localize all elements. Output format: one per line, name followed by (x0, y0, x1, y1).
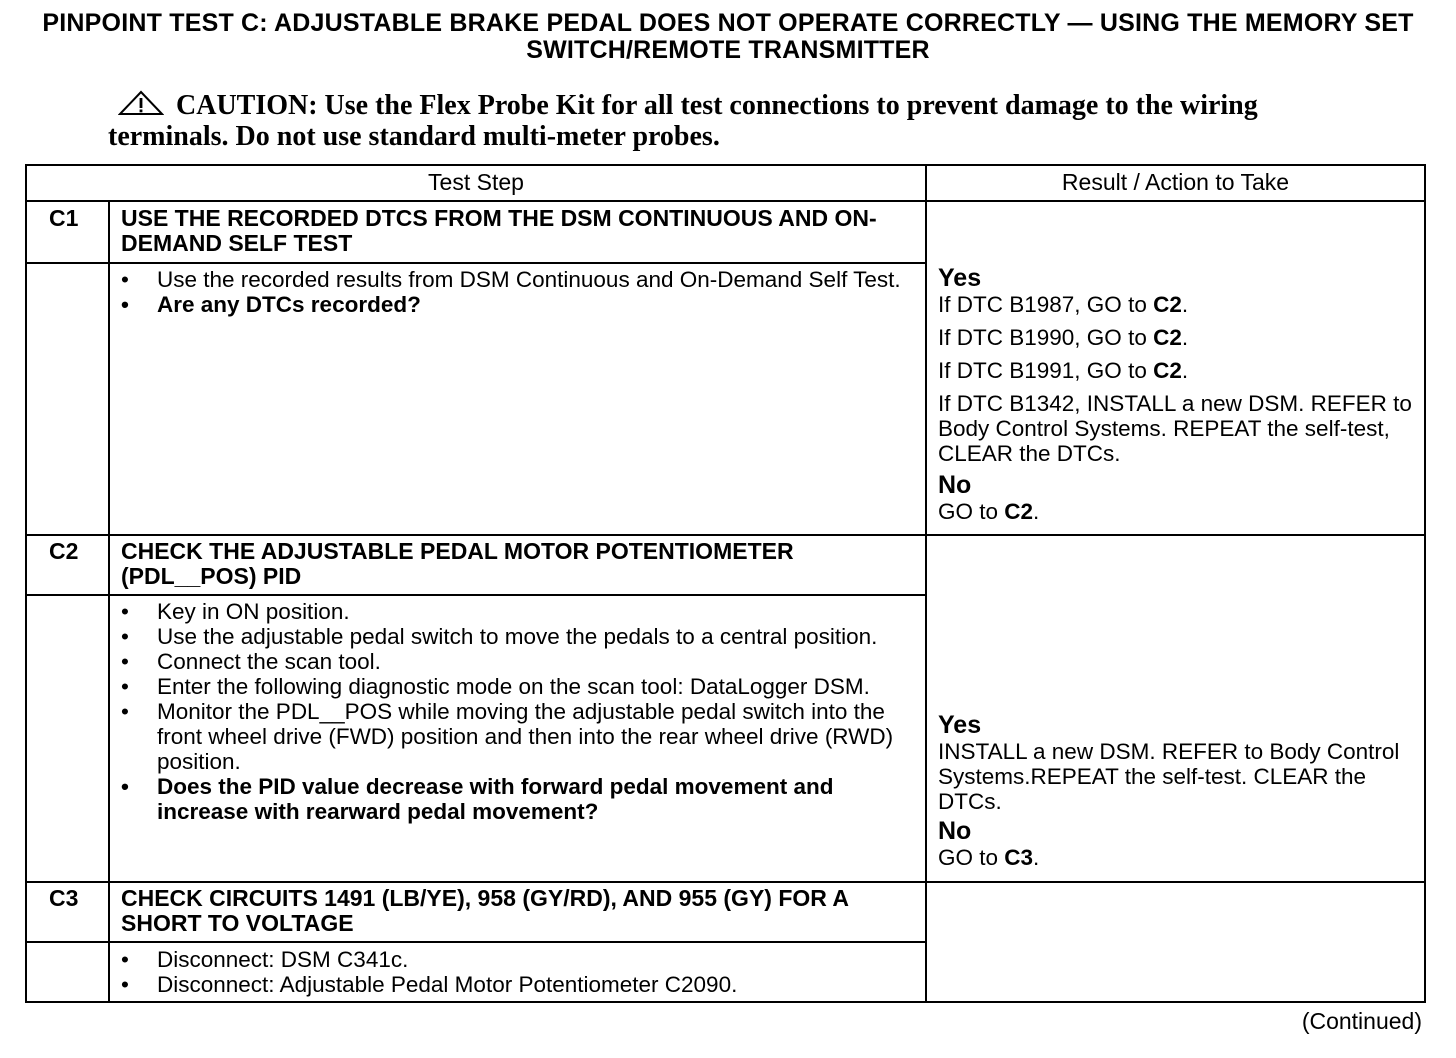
step-instructions-c1 (121, 267, 911, 317)
step-id-c1: C1 (49, 205, 79, 231)
caution-text: CAUTION: Use the Flex Probe Kit for all test connections to prevent damage to the wiring terminals. Do not use standard multi-meter probes. (108, 90, 1258, 152)
step-bullet: • Use the recorded results from DSM Continuous and On-Demand Self Test. (121, 267, 911, 292)
pinpoint-test-table (25, 164, 1426, 1003)
no-action: GO to C3. (938, 845, 1040, 870)
step-bullet: • Use the adjustable pedal switch to move the pedals to a central position. (121, 624, 911, 649)
header-result-action: Result / Action to Take (1061, 169, 1290, 195)
step-bullet: • Key in ON position. (121, 599, 911, 624)
step-bullet: • Connect the scan tool. (121, 649, 911, 674)
no-action: GO to C2. (938, 499, 1040, 524)
warning-triangle-icon (118, 90, 164, 116)
yes-action: If DTC B1987, GO to C2. (938, 292, 1189, 317)
step-id-c2: C2 (49, 538, 79, 564)
page-title: PINPOINT TEST C: ADJUSTABLE BRAKE PEDAL DOES NOT OPERATE CORRECTLY — USING THE MEMORY SET SWITCH/REMOTE TRANSMITTER (42, 9, 1414, 64)
no-label: No (938, 471, 972, 499)
result-c1 (938, 265, 1418, 524)
yes-action: If DTC B1990, GO to C2. (938, 325, 1189, 350)
c2-title-divider (27, 594, 925, 596)
step-question: • Are any DTCs recorded? (121, 292, 911, 317)
step-bullet: • Disconnect: Adjustable Pedal Motor Potentiometer C2090. (121, 972, 911, 997)
c2-row-divider (27, 881, 1424, 883)
step-bullet: • Disconnect: DSM C341c. (121, 947, 911, 972)
step-bullet: • Monitor the PDL__POS while moving the adjustable pedal switch into the front wheel drive (FWD) position and then into the rear wheel drive (RWD) position. (121, 699, 911, 774)
yes-label: Yes (938, 264, 982, 292)
caution-note (108, 90, 1348, 152)
c1-title-divider (27, 262, 925, 264)
yes-label: Yes (938, 711, 982, 739)
step-bullet: • Enter the following diagnostic mode on the scan tool: DataLogger DSM. (121, 674, 911, 699)
step-instructions-c3 (121, 947, 911, 997)
step-title-c2: CHECK THE ADJUSTABLE PEDAL MOTOR POTENTIOMETER (PDL__POS) PID (121, 538, 794, 589)
header-test-step: Test Step (428, 169, 524, 195)
step-id-c3: C3 (49, 885, 79, 911)
yes-action: INSTALL a new DSM. REFER to Body Control Systems.REPEAT the self-test. CLEAR the DTCs. (938, 739, 1400, 814)
step-title-c3: CHECK CIRCUITS 1491 (LB/YE), 958 (GY/RD), AND 955 (GY) FOR A SHORT TO VOLTAGE (121, 885, 849, 936)
c3-title-divider (27, 941, 925, 943)
step-instructions-c2 (121, 599, 911, 824)
c1-row-divider (27, 534, 1424, 536)
column-divider (925, 166, 927, 1001)
step-title-c1: USE THE RECORDED DTCS FROM THE DSM CONTINUOUS AND ON-DEMAND SELF TEST (121, 205, 877, 256)
step-question: • Does the PID value decrease with forward pedal movement and increase with rearward pedal movement? (121, 774, 911, 824)
yes-action: If DTC B1342, INSTALL a new DSM. REFER to Body Control Systems. REPEAT the self-test, CLEAR the DTCs. (938, 391, 1412, 466)
no-label: No (938, 817, 972, 845)
yes-action: If DTC B1991, GO to C2. (938, 358, 1189, 383)
header-divider (27, 200, 1424, 202)
continued-label: (Continued) (1301, 1008, 1422, 1034)
result-c2 (938, 712, 1418, 870)
